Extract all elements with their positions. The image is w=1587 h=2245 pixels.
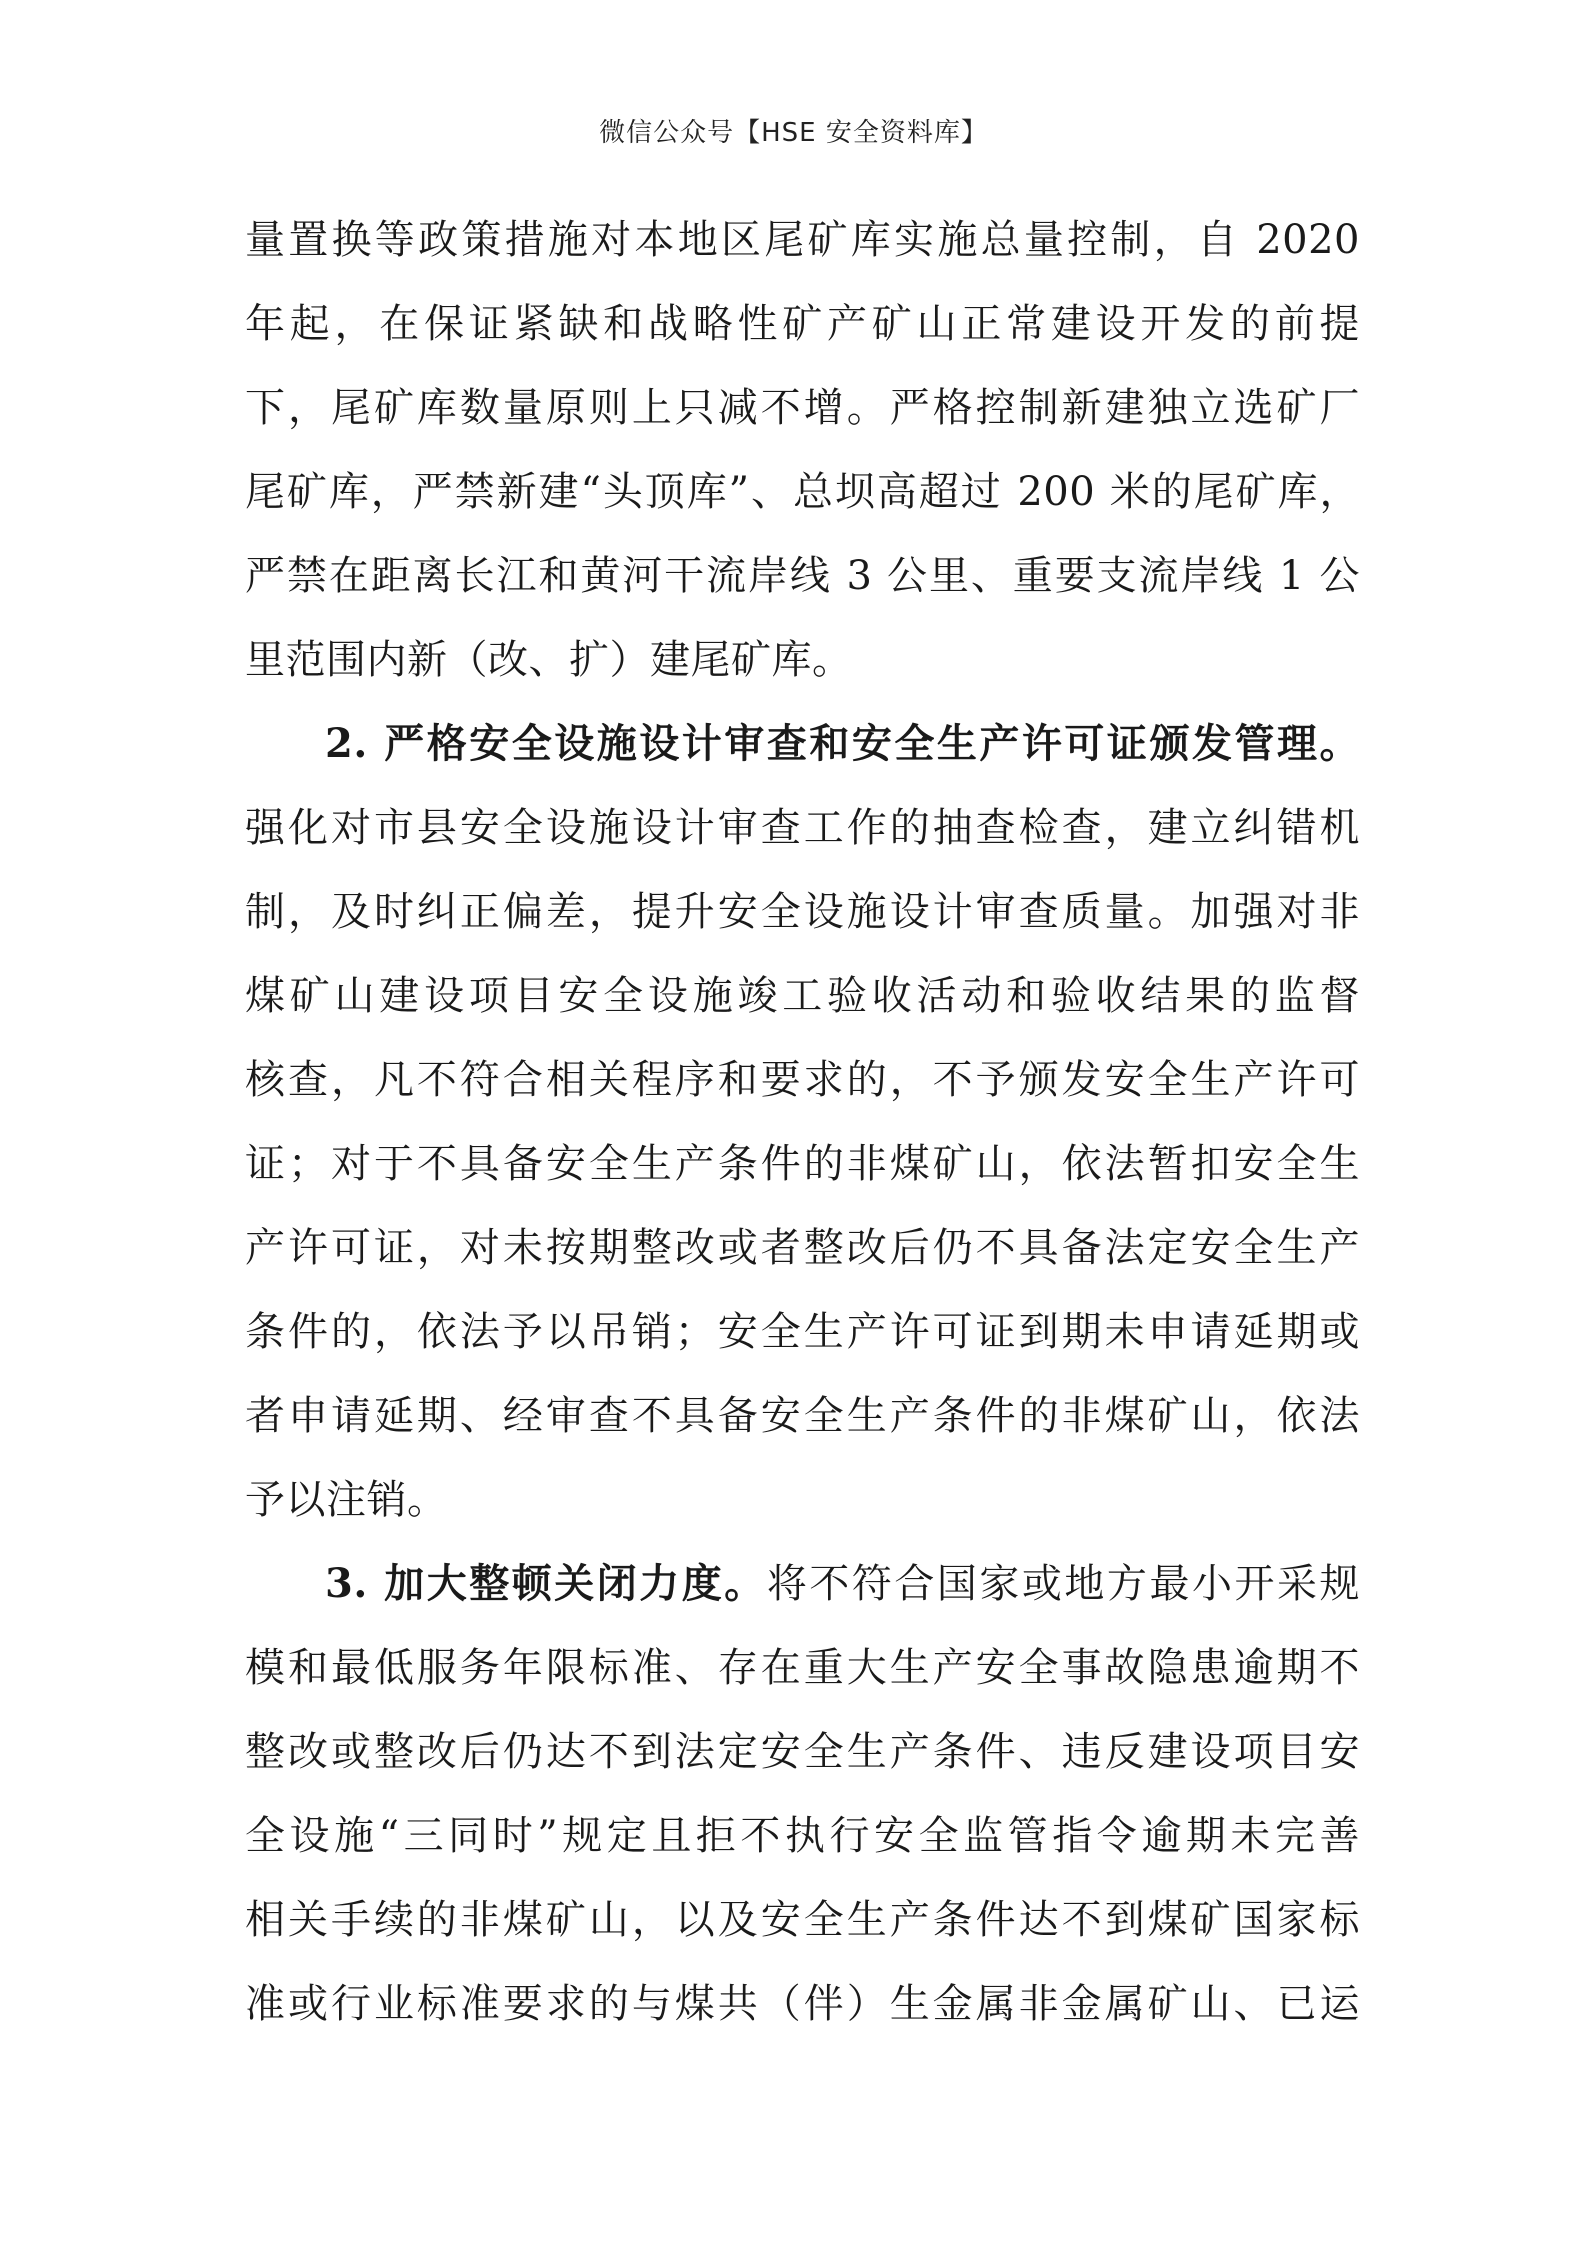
text-line: 整改或整改后仍达不到法定安全生产条件、违反建设项目安 [245,1729,1360,1775]
text-line: 准或行业标准要求的与煤共（伴）生金属非金属矿山、已运 [245,1981,1360,2027]
text-line: 证；对于不具备安全生产条件的非煤矿山，依法暂扣安全生 [245,1141,1360,1187]
text-line: 全设施“三同时”规定且拒不执行安全监管指令逾期未完善 [245,1813,1360,1859]
text-line: 模和最低服务年限标准、存在重大生产安全事故隐患逾期不 [245,1645,1360,1691]
paragraph-3 [245,1542,1360,2046]
text-line: 下，尾矿库数量原则上只减不增。严格控制新建独立选矿厂 [245,385,1360,431]
text-line: 尾矿库，严禁新建“头顶库”、总坝高超过 200 米的尾矿库， [245,469,1360,515]
text-line: 制，及时纠正偏差，提升安全设施设计审查质量。加强对非 [245,889,1360,935]
page-header: 微信公众号【HSE 安全资料库】 [599,118,988,148]
text-line: 产许可证，对未按期整改或者整改后仍不具备法定安全生产 [245,1225,1360,1271]
text-line: 予以注销。 [245,1477,448,1523]
text-span: 将不符合国家或地方最小开采规 [766,1561,1361,1607]
text-line: 者申请延期、经审查不具备安全生产条件的非煤矿山，依法 [245,1393,1360,1439]
text-line: 相关手续的非煤矿山，以及安全生产条件达不到煤矿国家标 [245,1897,1360,1943]
paragraph-1 [245,198,1360,702]
text-line: 年起，在保证紧缺和战略性矿产矿山正常建设开发的前提 [245,301,1360,347]
paragraph-3-first-line [245,1542,1360,1626]
text-line: 里范围内新（改、扩）建尾矿库。 [245,637,853,683]
text-line: 量置换等政策措施对本地区尾矿库实施总量控制，自 2020 [245,217,1360,263]
paragraph-2 [245,702,1360,1542]
text-line: 煤矿山建设项目安全设施竣工验收活动和验收结果的监督 [245,973,1360,1019]
section-heading-3: 3. 加大整顿关闭力度。 [325,1560,767,1607]
section-heading-2: 2. 严格安全设施设计审查和安全生产许可证颁发管理。 [325,720,1360,767]
text-line: 强化对市县安全设施设计审查工作的抽查检查，建立纠错机 [245,805,1360,851]
document-body [245,198,1360,2046]
text-line: 条件的，依法予以吊销；安全生产许可证到期未申请延期或 [245,1309,1360,1355]
text-line: 严禁在距离长江和黄河干流岸线 3 公里、重要支流岸线 1 公 [245,553,1360,599]
text-line: 核查，凡不符合相关程序和要求的，不予颁发安全生产许可 [245,1057,1360,1103]
